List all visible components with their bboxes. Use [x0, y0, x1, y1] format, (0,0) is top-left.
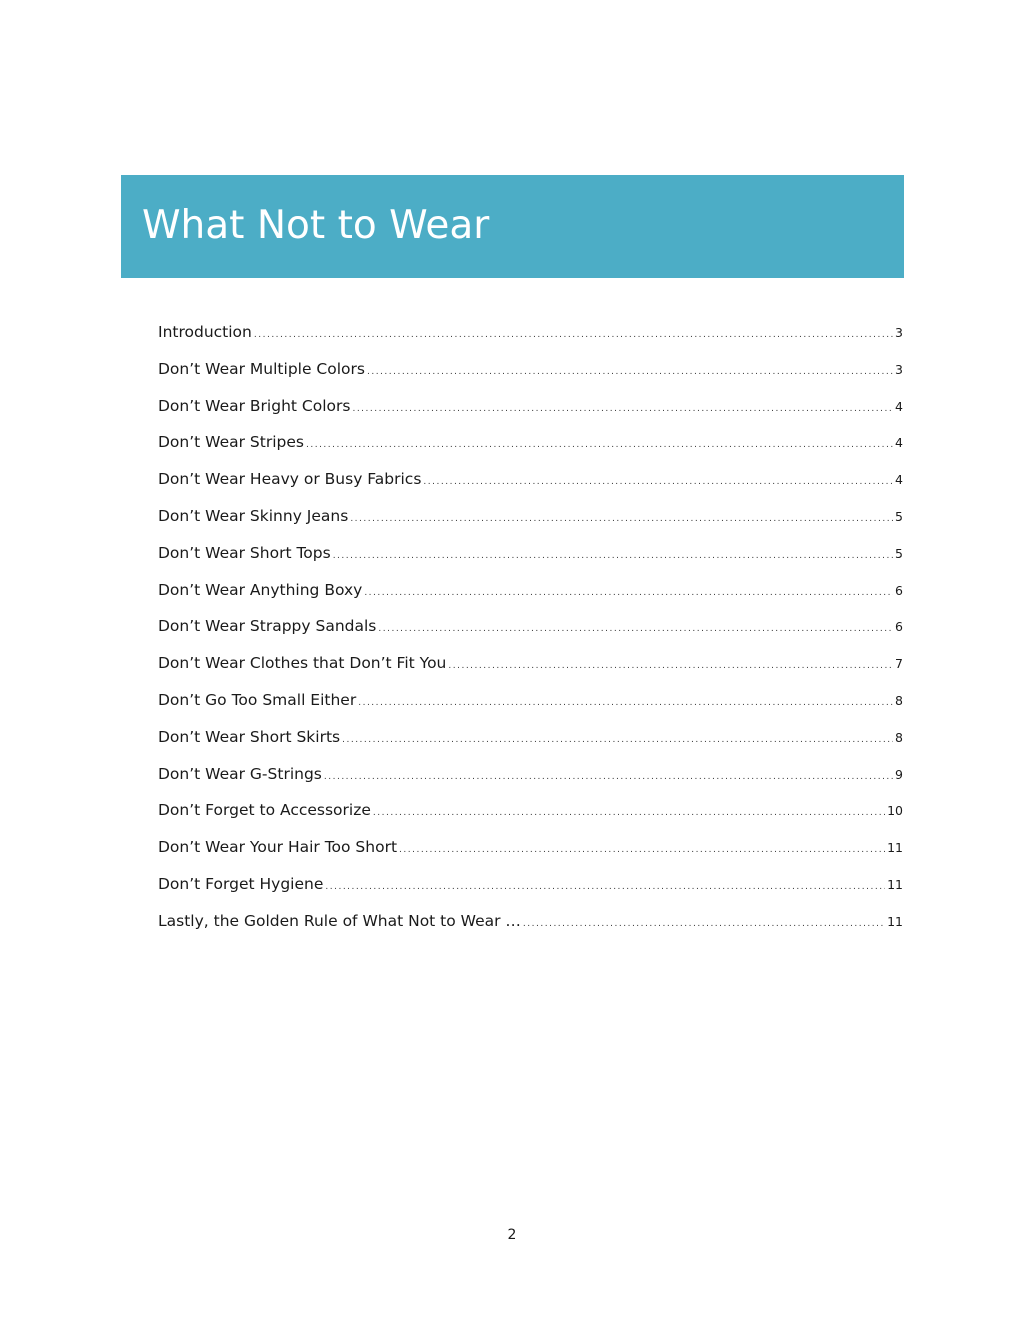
toc-entry-page: 4 — [895, 398, 903, 414]
toc-entry-label: Don’t Wear Anything Boxy — [158, 580, 363, 599]
toc-entry[interactable] — [158, 801, 903, 838]
page-title: What Not to Wear — [142, 203, 490, 248]
toc-entry-page: 4 — [895, 472, 903, 488]
toc-entry-label: Don’t Wear Short Tops — [158, 543, 331, 562]
toc-entry-page: 4 — [895, 435, 903, 451]
toc-entry[interactable] — [158, 581, 903, 618]
toc-entry-label: Don’t Wear Multiple Colors — [158, 359, 365, 378]
toc-entry-label: Don’t Wear Skinny Jeans — [158, 506, 349, 525]
toc-entry-label: Don’t Wear Your Hair Too Short — [158, 838, 398, 857]
page-number: 2 — [507, 1227, 517, 1243]
toc-entry-page: 11 — [887, 876, 903, 892]
toc-dot-leader — [523, 919, 885, 929]
toc-entry-page: 7 — [895, 656, 903, 672]
toc-dot-leader — [324, 772, 893, 782]
toc-dot-leader — [325, 882, 885, 892]
toc-entry-page: 9 — [895, 766, 903, 782]
toc-entry-label: Don’t Wear G-Strings — [158, 764, 322, 783]
toc-dot-leader — [378, 624, 893, 634]
toc-entry-label: Don’t Wear Short Skirts — [158, 727, 341, 746]
toc-entry[interactable] — [158, 765, 903, 802]
toc-entry[interactable] — [158, 323, 903, 360]
toc-dot-leader — [333, 551, 893, 561]
toc-entry[interactable] — [158, 507, 903, 544]
toc-entry-label: Don’t Wear Strappy Sandals — [158, 617, 377, 636]
toc-dot-leader — [306, 440, 893, 450]
toc-dot-leader — [423, 477, 893, 487]
toc-entry-label: Don’t Wear Stripes — [158, 433, 304, 452]
toc-entry[interactable] — [158, 617, 903, 654]
toc-entry-page: 10 — [887, 803, 903, 819]
toc-entry[interactable] — [158, 470, 903, 507]
toc-entry-label: Introduction — [158, 323, 252, 341]
toc-entry[interactable] — [158, 360, 903, 397]
toc-dot-leader — [367, 367, 893, 377]
toc-entry-page: 11 — [887, 913, 903, 929]
toc-dot-leader — [342, 735, 893, 745]
toc-entry-label: Lastly, the Golden Rule of What Not to Wear … — [158, 911, 521, 930]
toc-entry-page: 11 — [887, 840, 903, 856]
toc-dot-leader — [399, 845, 885, 855]
toc-entry-label: Don’t Forget to Accessorize — [158, 801, 371, 820]
toc-entry[interactable] — [158, 838, 903, 875]
toc-entry-page: 6 — [895, 582, 903, 598]
toc-entry[interactable] — [158, 397, 903, 434]
toc-dot-leader — [350, 514, 893, 524]
toc-entry-label: Don’t Wear Clothes that Don’t Fit You — [158, 654, 447, 673]
toc-dot-leader — [448, 661, 893, 671]
toc-entry-page: 8 — [895, 729, 903, 745]
toc-entry-page: 5 — [895, 545, 903, 561]
toc-dot-leader — [364, 588, 893, 598]
toc-dot-leader — [373, 808, 885, 818]
toc-entry-page: 8 — [895, 692, 903, 708]
toc-entry-page: 5 — [895, 508, 903, 524]
toc-entry[interactable] — [158, 691, 903, 728]
toc-entry[interactable] — [158, 654, 903, 691]
toc-entry[interactable] — [158, 875, 903, 912]
toc-entry-label: Don’t Wear Heavy or Busy Fabrics — [158, 470, 422, 489]
toc-dot-leader — [358, 698, 893, 708]
toc-dot-leader — [254, 330, 893, 340]
toc-entry-page: 3 — [895, 361, 903, 377]
toc-entry-page: 6 — [895, 619, 903, 635]
toc-entry-label: Don’t Go Too Small Either — [158, 690, 357, 709]
toc-entry[interactable] — [158, 433, 903, 470]
toc-entry[interactable] — [158, 544, 903, 581]
toc-entry[interactable] — [158, 728, 903, 765]
toc-entry-label: Don’t Forget Hygiene — [158, 874, 324, 893]
toc-dot-leader — [352, 404, 893, 414]
toc-entry-label: Don’t Wear Bright Colors — [158, 396, 351, 415]
table-of-contents — [158, 323, 903, 949]
toc-entry-page: 3 — [895, 325, 903, 340]
toc-entry[interactable] — [158, 912, 903, 949]
title-banner — [121, 175, 904, 278]
